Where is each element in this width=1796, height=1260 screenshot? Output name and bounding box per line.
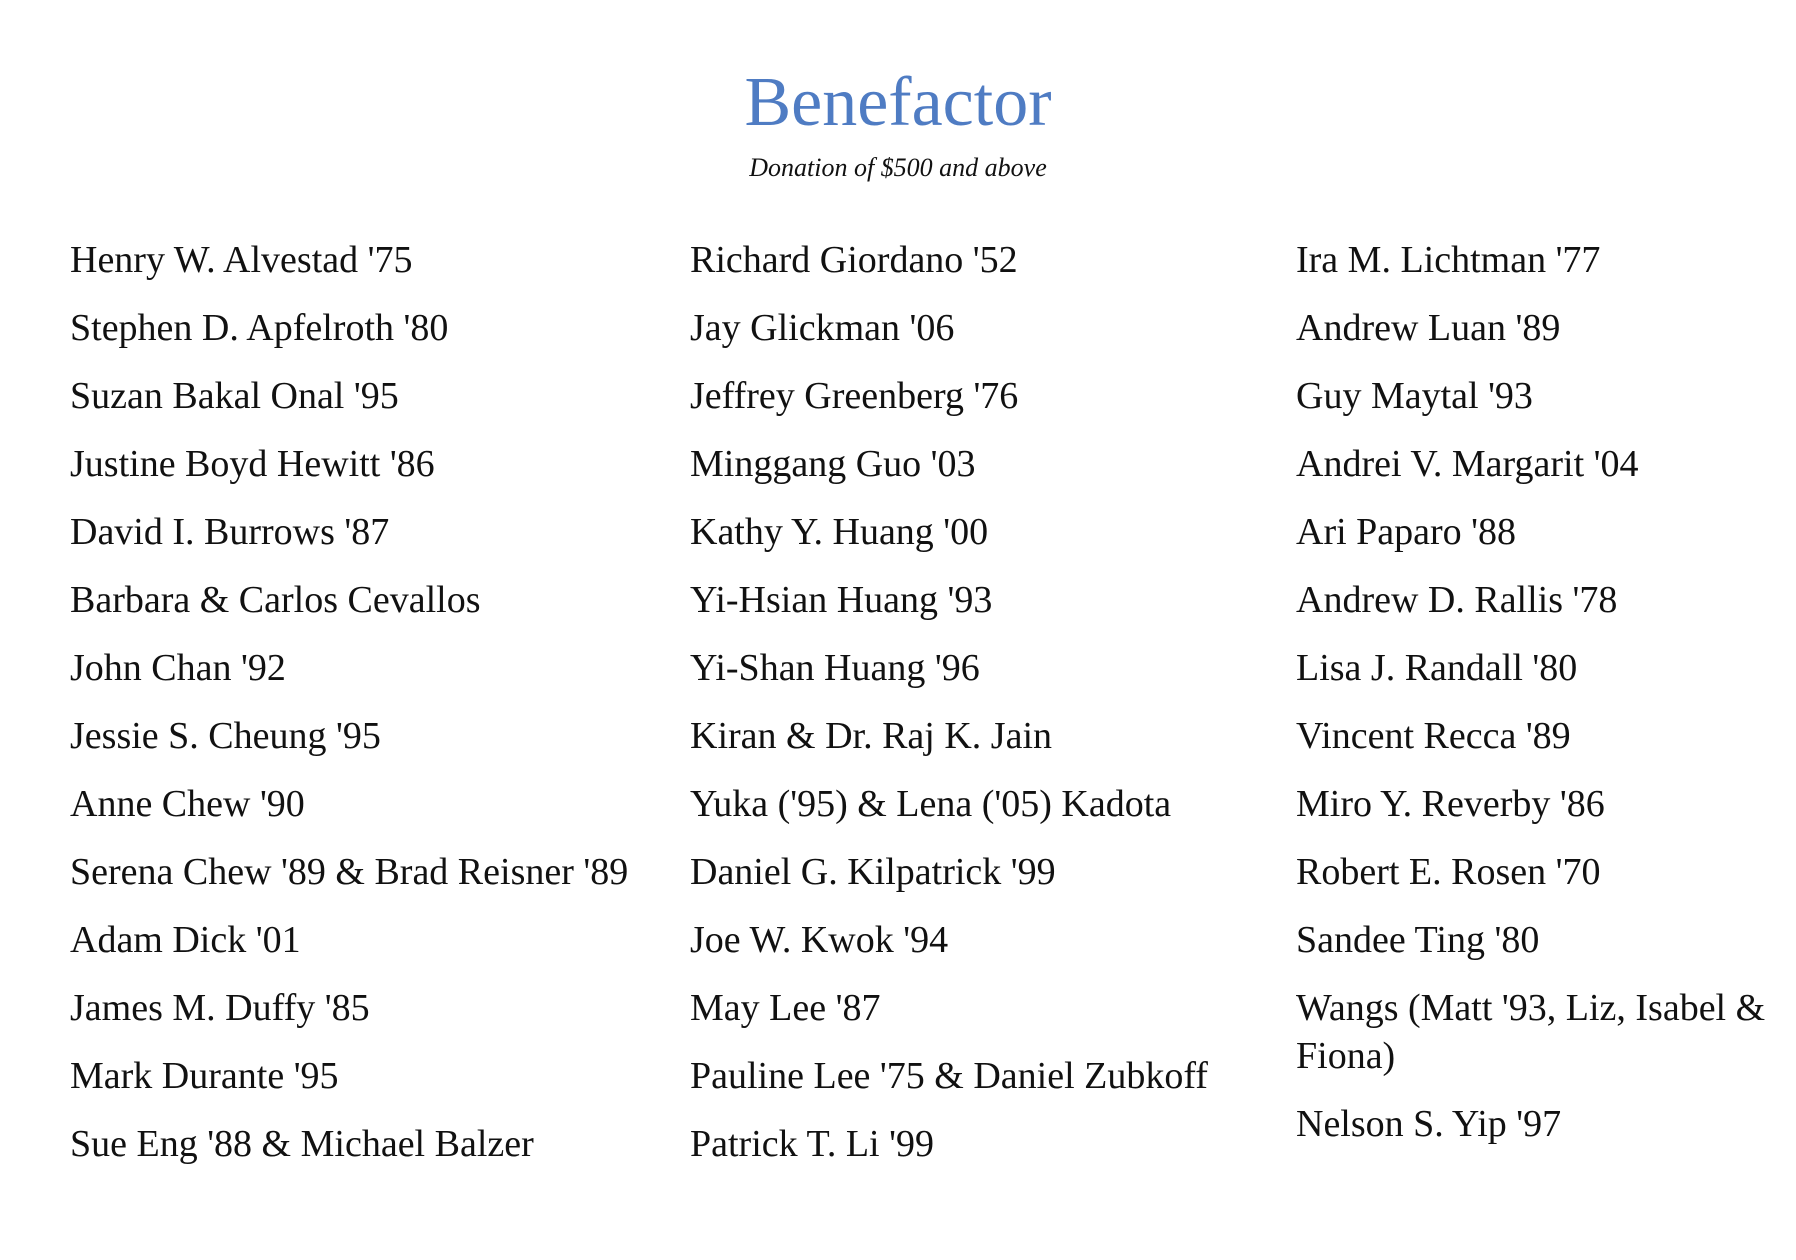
donor-column-3 <box>1296 236 1766 1168</box>
donor-name: Jay Glickman '06 <box>690 307 955 349</box>
donor-name: John Chan '92 <box>70 647 286 689</box>
donor-name: Patrick T. Li '99 <box>690 1123 934 1165</box>
donor-name: Pauline Lee '75 & Daniel Zubkoff <box>690 1055 1208 1097</box>
donor-name: Daniel G. Kilpatrick '99 <box>690 851 1056 893</box>
donor-name: Nelson S. Yip '97 <box>1296 1103 1562 1145</box>
donor-name: James M. Duffy '85 <box>70 987 370 1029</box>
page-title: Benefactor <box>744 64 1052 141</box>
donor-name: Justine Boyd Hewitt '86 <box>70 443 435 485</box>
donor-name: Andrew D. Rallis '78 <box>1296 579 1618 621</box>
donor-name: Robert E. Rosen '70 <box>1296 851 1601 893</box>
donor-name: Barbara & Carlos Cevallos <box>70 579 481 621</box>
donor-name: May Lee '87 <box>690 987 881 1029</box>
donor-name: Henry W. Alvestad '75 <box>70 239 413 281</box>
donor-name: Sue Eng '88 & Michael Balzer <box>70 1123 534 1165</box>
header <box>0 60 1796 184</box>
donor-name: Adam Dick '01 <box>70 919 301 961</box>
donor-name: Kiran & Dr. Raj K. Jain <box>690 715 1053 757</box>
donor-name: David I. Burrows '87 <box>70 511 390 553</box>
donor-name: Ari Paparo '88 <box>1296 511 1517 553</box>
donor-name: Joe W. Kwok '94 <box>690 919 949 961</box>
donor-name: Wangs (Matt '93, Liz, Isabel & Fiona) <box>1296 987 1766 1077</box>
donor-name: Jessie S. Cheung '95 <box>70 715 381 757</box>
donor-name: Stephen D. Apfelroth '80 <box>70 307 449 349</box>
donor-name: Miro Y. Reverby '86 <box>1296 783 1605 825</box>
donor-column-2 <box>690 236 1290 1188</box>
donor-name: Sandee Ting '80 <box>1296 919 1540 961</box>
donor-name: Lisa J. Randall '80 <box>1296 647 1578 689</box>
donor-name: Andrei V. Margarit '04 <box>1296 443 1639 485</box>
donor-name: Guy Maytal '93 <box>1296 375 1533 417</box>
donor-name: Yuka ('95) & Lena ('05) Kadota <box>690 783 1172 825</box>
donor-name: Yi-Hsian Huang '93 <box>690 579 993 621</box>
donor-name: Suzan Bakal Onal '95 <box>70 375 399 417</box>
donor-name: Kathy Y. Huang '00 <box>690 511 989 553</box>
donor-name: Richard Giordano '52 <box>690 239 1018 281</box>
donor-name: Mark Durante '95 <box>70 1055 339 1097</box>
donor-name: Andrew Luan '89 <box>1296 307 1561 349</box>
page-subtitle: Donation of $500 and above <box>749 153 1047 182</box>
donor-name: Anne Chew '90 <box>70 783 305 825</box>
donor-name: Vincent Recca '89 <box>1296 715 1571 757</box>
donor-name: Yi-Shan Huang '96 <box>690 647 980 689</box>
donor-name: Jeffrey Greenberg '76 <box>690 375 1019 417</box>
donor-name: Ira M. Lichtman '77 <box>1296 239 1601 281</box>
donor-name: Minggang Guo '03 <box>690 443 976 485</box>
donor-name: Serena Chew '89 & Brad Reisner '89 <box>70 851 629 893</box>
donor-column-1 <box>70 236 670 1188</box>
